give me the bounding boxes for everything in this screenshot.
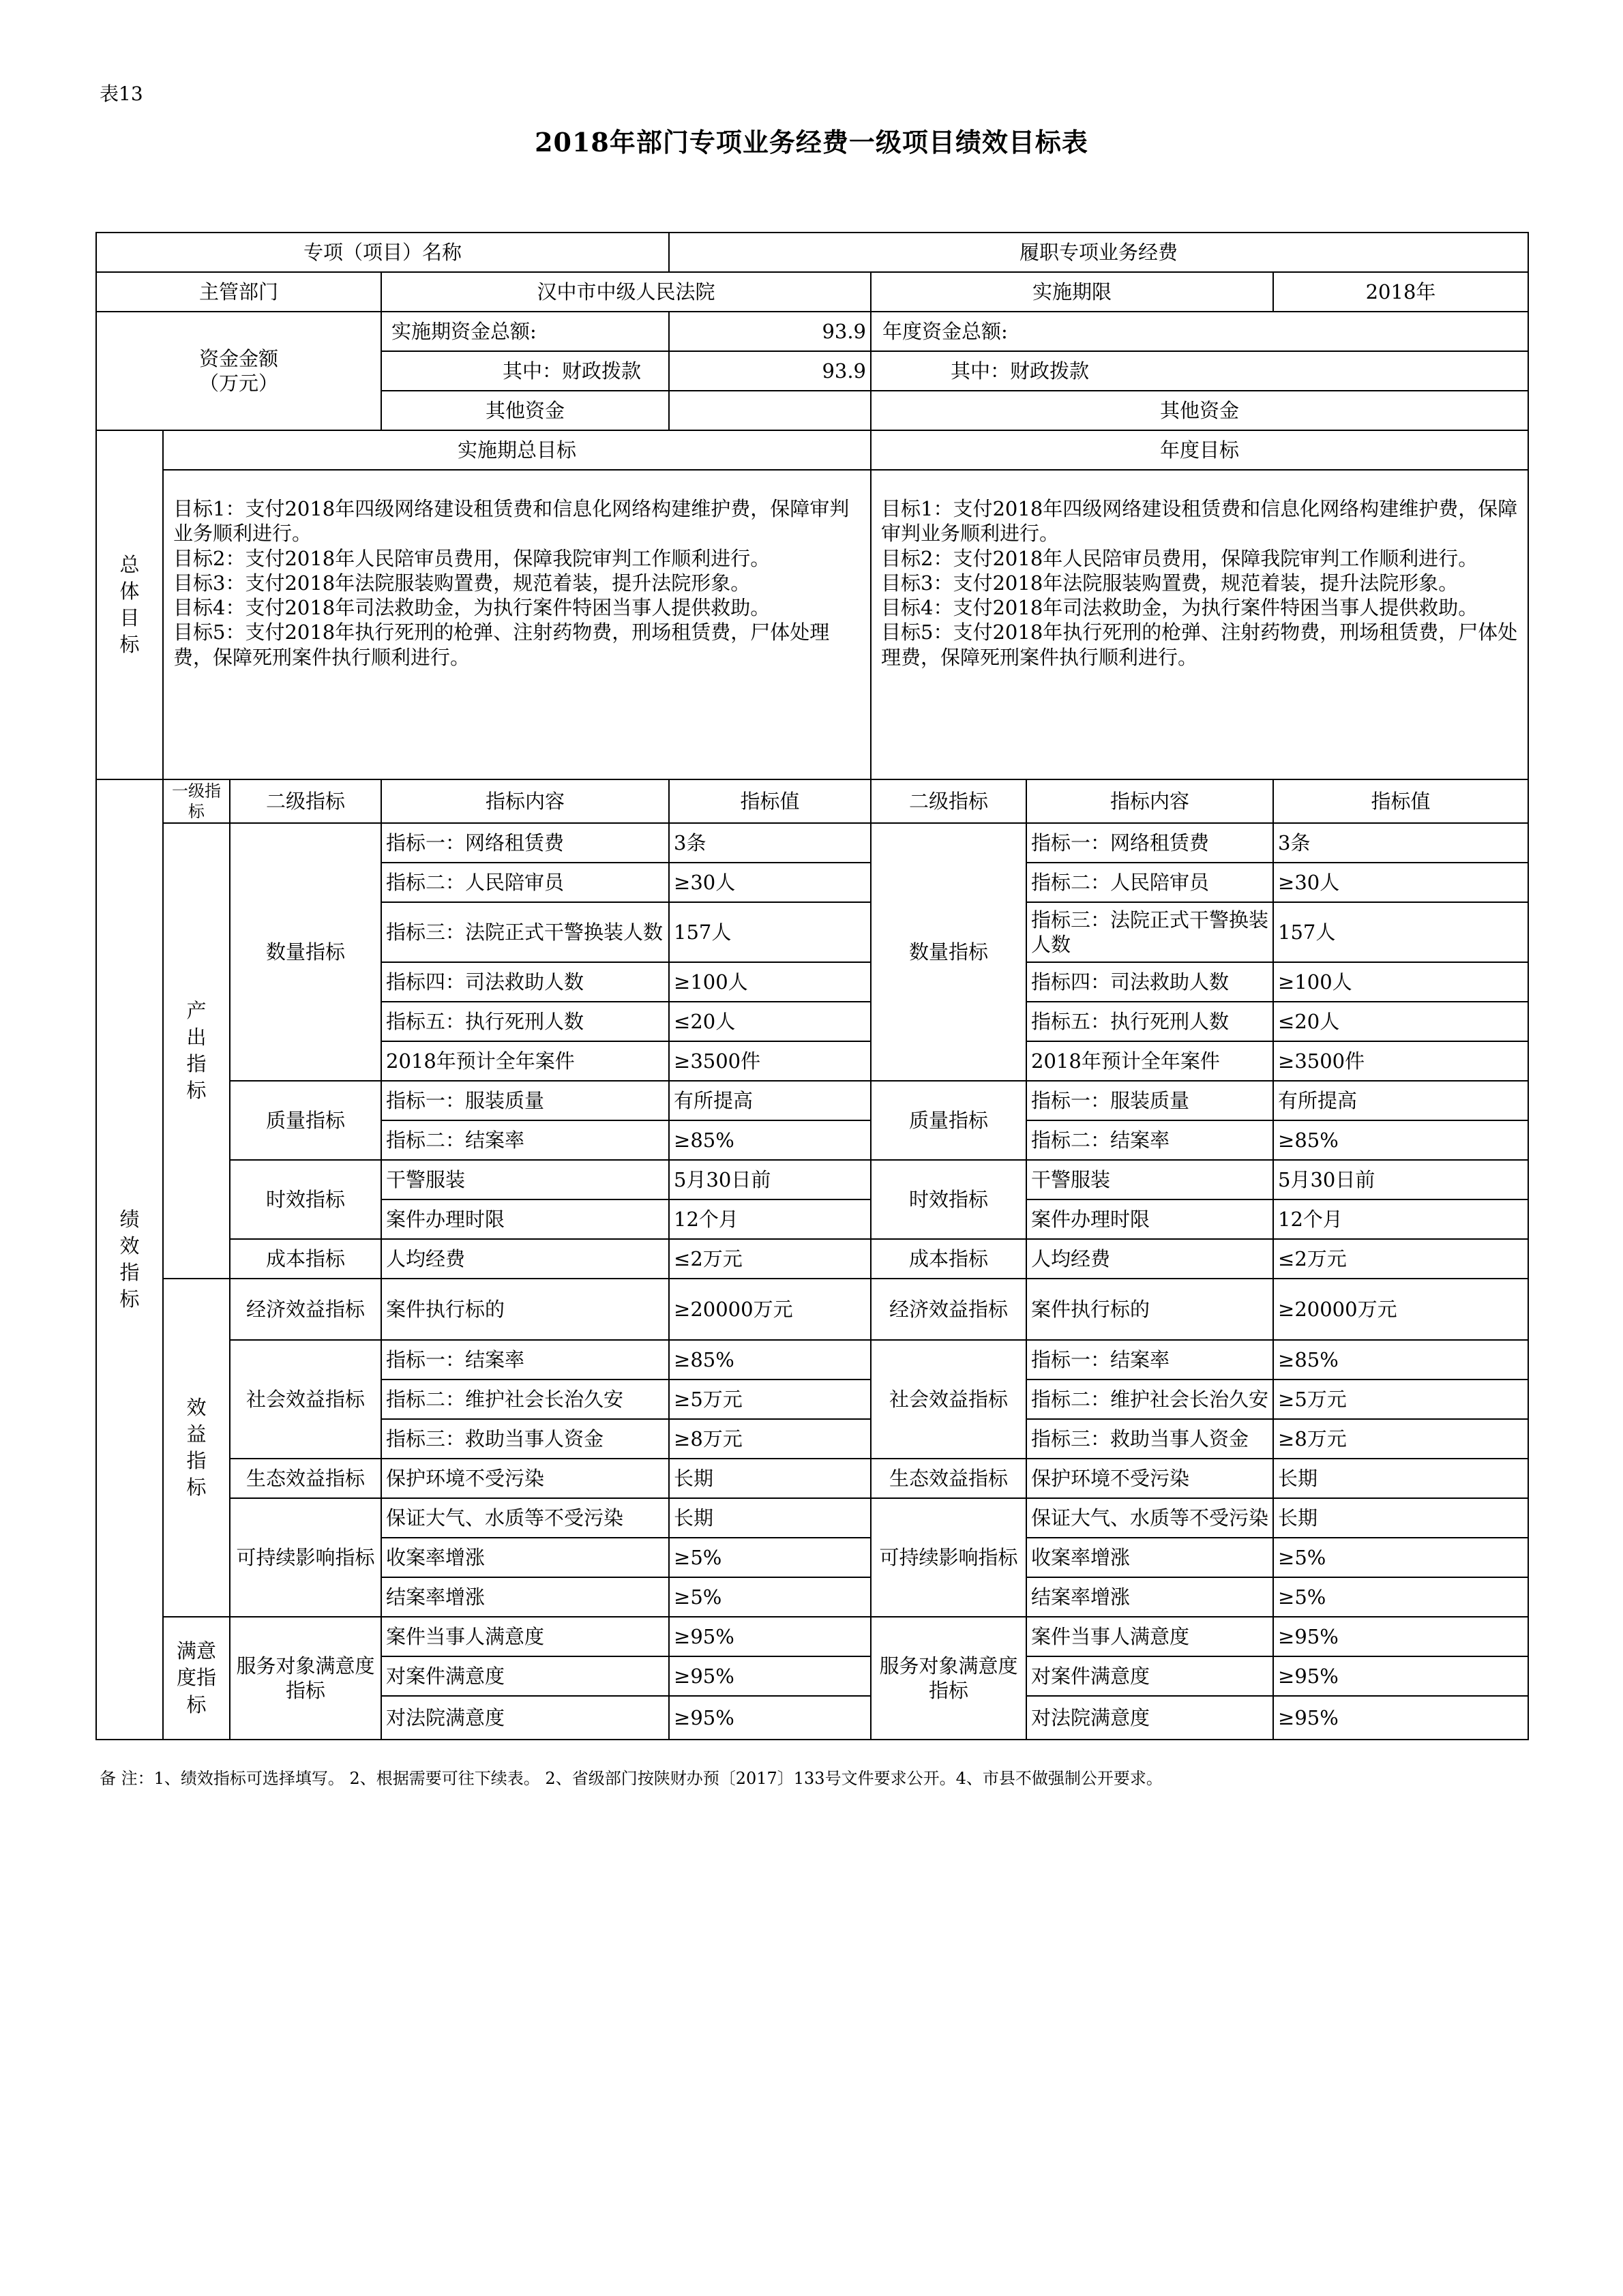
page-title: 2018年部门专项业务经费一级项目绩效目标表	[535, 127, 1088, 158]
indicator-value-annual: ≥30人	[1273, 863, 1528, 902]
department-row	[96, 272, 1528, 312]
indicator-value-annual: 3条	[1273, 823, 1528, 863]
table-row	[96, 823, 1528, 863]
indicator-content: 指标二：人民陪审员	[381, 863, 669, 902]
indicator-content-annual: 指标二：结案率	[1026, 1120, 1273, 1160]
indicator-value-annual: ≥95%	[1273, 1617, 1528, 1656]
indicator-content: 对法院满意度	[381, 1696, 669, 1740]
indicator-content-annual: 对案件满意度	[1026, 1656, 1273, 1696]
funds-total-row	[96, 312, 1528, 351]
indicator-content: 对案件满意度	[381, 1656, 669, 1696]
indicator-content: 案件执行标的	[381, 1279, 669, 1340]
indicator-value-annual: ≥85%	[1273, 1120, 1528, 1160]
indicator-value: 157人	[669, 902, 871, 962]
sustainable-impact-label: 可持续影响指标	[230, 1498, 381, 1617]
indicator-content: 保护环境不受污染	[381, 1459, 669, 1498]
level1-header: 一级指标	[163, 779, 230, 823]
indicator-content-annual: 2018年预计全年案件	[1026, 1041, 1273, 1081]
table-row	[96, 1498, 1528, 1538]
indicator-value: ≤2万元	[669, 1239, 871, 1279]
service-satisfaction-label: 服务对象满意度指标	[230, 1617, 381, 1740]
table-row	[96, 1081, 1528, 1120]
indicator-value-annual: ≥3500件	[1273, 1041, 1528, 1081]
indicator-value-annual: ≥95%	[1273, 1656, 1528, 1696]
table-number: 表13	[100, 83, 143, 105]
indicator-content: 收案率增涨	[381, 1538, 669, 1577]
indicator-value-annual: ≤20人	[1273, 1002, 1528, 1041]
quantity-indicators-label: 数量指标	[230, 823, 381, 1081]
indicator-value-annual: ≥8万元	[1273, 1419, 1528, 1459]
project-name-label: 专项（项目）名称	[96, 233, 669, 272]
service-satisfaction-label-annual: 服务对象满意度指标	[871, 1617, 1026, 1740]
funds-label-line2: （万元）	[198, 372, 278, 395]
indicator-content: 指标二：维护社会长治久安	[381, 1380, 669, 1419]
indicator-value-annual: 12个月	[1273, 1199, 1528, 1239]
indicator-content: 指标四：司法救助人数	[381, 962, 669, 1002]
quantity-indicators-label-annual: 数量指标	[871, 823, 1026, 1081]
indicator-value-annual: ≥5%	[1273, 1538, 1528, 1577]
department-label: 主管部门	[96, 272, 381, 312]
value-header-annual: 指标值	[1273, 779, 1528, 823]
annual-goals-text	[871, 470, 1528, 779]
indicator-value-annual: ≤2万元	[1273, 1239, 1528, 1279]
indicator-value-annual: ≥95%	[1273, 1696, 1528, 1740]
annual-goal-1: 目标1：支付2018年四级网络建设租赁费和信息化网络构建维护费，保障审判业务顺利进行。	[881, 497, 1518, 546]
cost-indicators-label: 成本指标	[230, 1239, 381, 1279]
indicator-value: ≥20000万元	[669, 1279, 871, 1340]
overall-goals-section-label: 总体目标	[96, 430, 163, 779]
goals-content-row	[96, 470, 1528, 779]
other-funds-value	[669, 391, 871, 430]
funds-label-line1: 资金金额	[198, 346, 278, 370]
content-header-annual: 指标内容	[1026, 779, 1273, 823]
indicator-content-annual: 指标四：司法救助人数	[1026, 962, 1273, 1002]
indicator-value-annual: ≥20000万元	[1273, 1279, 1528, 1340]
indicator-value: ≥95%	[669, 1696, 871, 1740]
indicator-content: 结案率增涨	[381, 1577, 669, 1617]
period-value: 2018年	[1273, 272, 1528, 312]
indicator-value: ≥5万元	[669, 1380, 871, 1419]
table-row	[96, 1340, 1528, 1380]
indicator-value: ≥3500件	[669, 1041, 871, 1081]
table-row	[96, 1279, 1528, 1340]
level2-header: 二级指标	[230, 779, 381, 823]
funds-label	[96, 312, 381, 430]
period-goal-1: 目标1：支付2018年四级网络建设租赁费和信息化网络构建维护费，保障审判业务顺利进行。	[173, 497, 850, 546]
table-row	[96, 1459, 1528, 1498]
ecological-benefit-label: 生态效益指标	[230, 1459, 381, 1498]
other-funds-label: 其他资金	[381, 391, 669, 430]
fiscal-funds-label: 其中：财政拨款	[381, 351, 669, 391]
indicator-value: ≥95%	[669, 1656, 871, 1696]
indicator-value: 3条	[669, 823, 871, 863]
social-benefit-label: 社会效益指标	[230, 1340, 381, 1459]
indicator-content: 干警服装	[381, 1160, 669, 1199]
cost-indicators-label-annual: 成本指标	[871, 1239, 1026, 1279]
indicator-value-annual: 长期	[1273, 1498, 1528, 1538]
indicator-content-annual: 保护环境不受污染	[1026, 1459, 1273, 1498]
economic-benefit-label: 经济效益指标	[230, 1279, 381, 1340]
project-name-row	[96, 233, 1528, 272]
period-label: 实施期限	[871, 272, 1273, 312]
indicator-content-annual: 结案率增涨	[1026, 1577, 1273, 1617]
indicator-value: ≤20人	[669, 1002, 871, 1041]
content-header: 指标内容	[381, 779, 669, 823]
indicator-value-annual: 有所提高	[1273, 1081, 1528, 1120]
table-row	[96, 1239, 1528, 1279]
indicator-content-annual: 指标五：执行死刑人数	[1026, 1002, 1273, 1041]
indicator-value-annual: ≥85%	[1273, 1340, 1528, 1380]
indicator-value-annual: 157人	[1273, 902, 1528, 962]
indicator-content-annual: 案件当事人满意度	[1026, 1617, 1273, 1656]
period-goals-header: 实施期总目标	[163, 430, 871, 470]
annual-other-label: 其他资金	[871, 391, 1528, 430]
indicator-value: ≥85%	[669, 1340, 871, 1380]
indicator-value-annual: ≥5万元	[1273, 1380, 1528, 1419]
timeliness-indicators-label-annual: 时效指标	[871, 1160, 1026, 1239]
indicator-content: 指标三：法院正式干警换装人数	[381, 902, 669, 962]
indicator-content: 2018年预计全年案件	[381, 1041, 669, 1081]
indicator-content-annual: 人均经费	[1026, 1239, 1273, 1279]
period-goal-2: 目标2：支付2018年人民陪审员费用，保障我院审判工作顺利进行。	[173, 546, 771, 570]
quality-indicators-label: 质量指标	[230, 1081, 381, 1160]
annual-goal-4: 目标4：支付2018年司法救助金，为执行案件特困当事人提供救助。	[881, 596, 1478, 619]
annual-goals-header: 年度目标	[871, 430, 1528, 470]
indicator-value-annual: 5月30日前	[1273, 1160, 1528, 1199]
footnote: 备 注：1、绩效指标可选择填写。 2、根据需要可往下续表。 2、省级部门按陕财办预〔2017〕133号文件要求公开。4、市县不做强制公开要求。	[100, 1769, 1163, 1788]
indicator-content-annual: 指标二：人民陪审员	[1026, 863, 1273, 902]
social-benefit-label-annual: 社会效益指标	[871, 1340, 1026, 1459]
indicator-content: 指标二：结案率	[381, 1120, 669, 1160]
indicator-value: ≥85%	[669, 1120, 871, 1160]
indicator-content-annual: 指标二：维护社会长治久安	[1026, 1380, 1273, 1419]
indicator-content: 指标一：网络租赁费	[381, 823, 669, 863]
performance-indicators-section-label: 绩效指标	[96, 779, 163, 1740]
indicator-content-annual: 收案率增涨	[1026, 1538, 1273, 1577]
economic-benefit-label-annual: 经济效益指标	[871, 1279, 1026, 1340]
total-funds-value: 93.9	[669, 312, 871, 351]
annual-goal-5: 目标5：支付2018年执行死刑的枪弹、注射药物费，刑场租赁费，尸体处理费，保障死刑案件执行顺利进行。	[881, 621, 1518, 669]
annual-total-label: 年度资金总额:	[871, 312, 1528, 351]
indicator-value: ≥5%	[669, 1577, 871, 1617]
indicator-content: 指标一：结案率	[381, 1340, 669, 1380]
indicator-value: 长期	[669, 1459, 871, 1498]
indicator-content-annual: 指标三：法院正式干警换装人数	[1026, 902, 1273, 962]
indicator-content-annual: 对法院满意度	[1026, 1696, 1273, 1740]
quality-indicators-label-annual: 质量指标	[871, 1081, 1026, 1160]
goals-header-row	[96, 430, 1528, 470]
indicator-content: 保证大气、水质等不受污染	[381, 1498, 669, 1538]
indicator-content-annual: 案件执行标的	[1026, 1279, 1273, 1340]
annual-goal-2: 目标2：支付2018年人民陪审员费用，保障我院审判工作顺利进行。	[881, 546, 1478, 570]
indicator-value-annual: 长期	[1273, 1459, 1528, 1498]
indicator-content-annual: 保证大气、水质等不受污染	[1026, 1498, 1273, 1538]
performance-target-table	[95, 232, 1529, 1740]
period-goal-4: 目标4：支付2018年司法救助金，为执行案件特困当事人提供救助。	[173, 596, 771, 619]
indicator-content: 指标五：执行死刑人数	[381, 1002, 669, 1041]
satisfaction-indicators-label: 满意度指标	[163, 1617, 230, 1740]
indicator-content: 指标三：救助当事人资金	[381, 1419, 669, 1459]
annual-goal-3: 目标3：支付2018年法院服装购置费，规范着装，提升法院形象。	[881, 571, 1459, 595]
indicator-content: 案件办理时限	[381, 1199, 669, 1239]
period-goal-3: 目标3：支付2018年法院服装购置费，规范着装，提升法院形象。	[173, 571, 751, 595]
indicator-value: ≥5%	[669, 1538, 871, 1577]
indicator-value: 长期	[669, 1498, 871, 1538]
timeliness-indicators-label: 时效指标	[230, 1160, 381, 1239]
benefit-indicators-label: 效益指标	[163, 1279, 230, 1617]
indicator-value: ≥100人	[669, 962, 871, 1002]
value-header: 指标值	[669, 779, 871, 823]
indicator-content-annual: 指标三：救助当事人资金	[1026, 1419, 1273, 1459]
indicator-value: ≥8万元	[669, 1419, 871, 1459]
indicator-content-annual: 指标一：服装质量	[1026, 1081, 1273, 1120]
indicator-content: 案件当事人满意度	[381, 1617, 669, 1656]
project-name-value: 履职专项业务经费	[669, 233, 1528, 272]
indicator-content: 指标一：服装质量	[381, 1081, 669, 1120]
table-row	[96, 1617, 1528, 1656]
sustainable-impact-label-annual: 可持续影响指标	[871, 1498, 1026, 1617]
indicator-value-annual: ≥5%	[1273, 1577, 1528, 1617]
indicator-header-row	[96, 779, 1528, 823]
output-indicators-label: 产出指标	[163, 823, 230, 1279]
department-value: 汉中市中级人民法院	[381, 272, 871, 312]
indicator-content-annual: 干警服装	[1026, 1160, 1273, 1199]
level2-header-annual: 二级指标	[871, 779, 1026, 823]
indicator-content-annual: 指标一：网络租赁费	[1026, 823, 1273, 863]
indicator-content: 人均经费	[381, 1239, 669, 1279]
indicator-value: 12个月	[669, 1199, 871, 1239]
table-row	[96, 1160, 1528, 1199]
fiscal-funds-value: 93.9	[669, 351, 871, 391]
period-goals-text	[163, 470, 871, 779]
period-goal-5: 目标5：支付2018年执行死刑的枪弹、注射药物费，刑场租赁费，尸体处理费，保障死刑案件执行顺利进行。	[173, 621, 830, 669]
indicator-value: 有所提高	[669, 1081, 871, 1120]
indicator-value: ≥95%	[669, 1617, 871, 1656]
indicator-content-annual: 指标一：结案率	[1026, 1340, 1273, 1380]
total-funds-label: 实施期资金总额:	[381, 312, 669, 351]
indicator-value: 5月30日前	[669, 1160, 871, 1199]
annual-fiscal-label: 其中：财政拨款	[871, 351, 1528, 391]
indicator-value: ≥30人	[669, 863, 871, 902]
indicator-value-annual: ≥100人	[1273, 962, 1528, 1002]
ecological-benefit-label-annual: 生态效益指标	[871, 1459, 1026, 1498]
indicator-content-annual: 案件办理时限	[1026, 1199, 1273, 1239]
